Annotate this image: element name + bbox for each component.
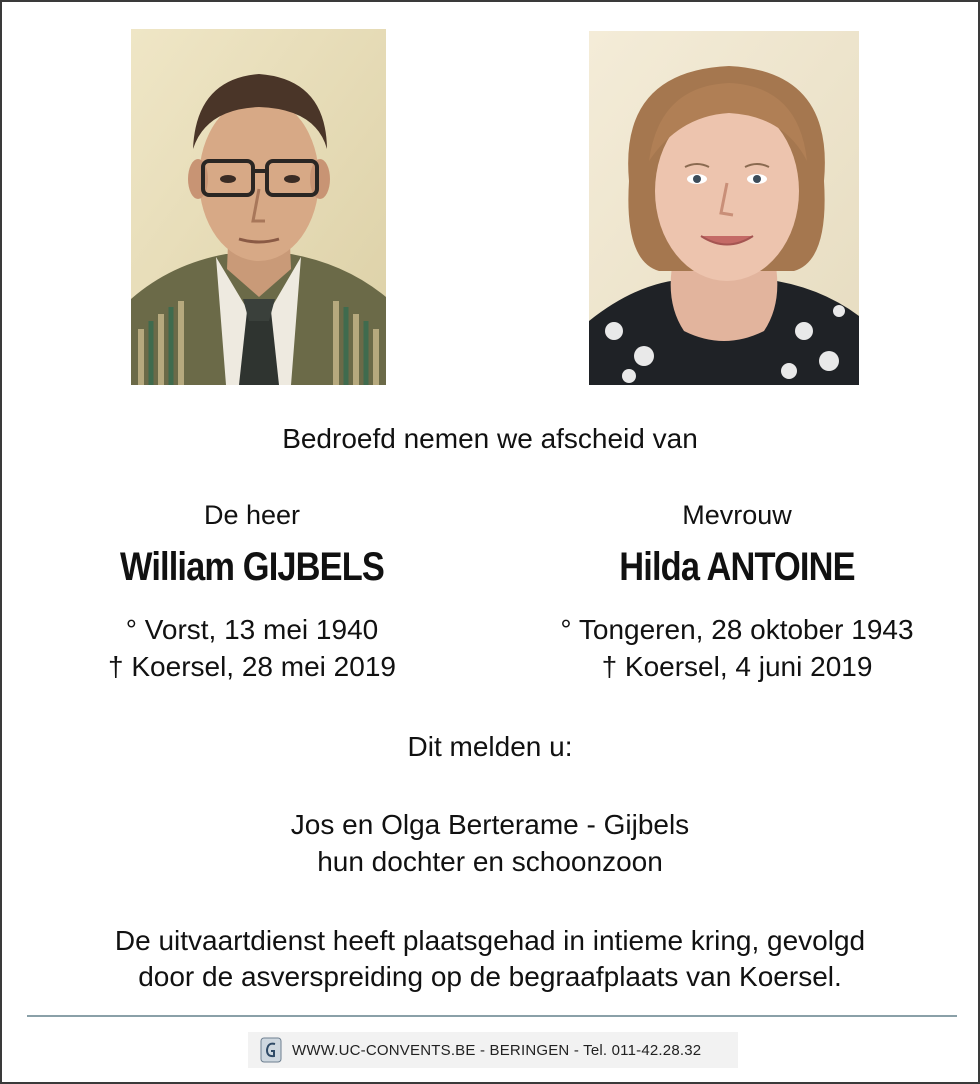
left-died: † Koersel, 28 mei 2019 — [108, 651, 396, 682]
right-died: † Koersel, 4 juni 2019 — [601, 651, 873, 682]
right-name-wrap — [517, 544, 957, 590]
portrait-photo-william — [131, 29, 386, 385]
right-title: Mevrouw — [682, 500, 792, 530]
right-person-block — [517, 499, 957, 531]
portrait-man-image — [131, 29, 386, 385]
family-line-2: hun dochter en schoonzoon — [317, 846, 663, 877]
left-title: De heer — [203, 500, 301, 530]
announced-by-text: Dit melden u: — [407, 731, 573, 762]
right-name: Hilda ANTOINE — [619, 545, 855, 589]
right-dates — [517, 611, 957, 685]
footer-text: WWW.UC-CONVENTS.BE - BERINGEN - Tel. 011-42.28.32 — [292, 1041, 702, 1059]
left-name-wrap — [42, 544, 462, 590]
service-line-1: De uitvaartdienst heeft plaatsgehad in intieme kring, gevolgd — [114, 925, 866, 956]
uc-convents-logo-icon — [260, 1037, 282, 1063]
family-line-1: Jos en Olga Berterame - Gijbels — [290, 809, 690, 840]
funeral-home-footer — [248, 1032, 738, 1068]
service-line-2: door de asverspreiding op de begraafplaats van Koersel. — [138, 961, 842, 992]
intro-text: Bedroefd nemen we afscheid van — [282, 423, 698, 454]
left-born: ° Vorst, 13 mei 1940 — [125, 614, 379, 645]
right-born: ° Tongeren, 28 oktober 1943 — [560, 614, 914, 645]
divider-rule — [27, 1015, 957, 1017]
left-name: William GIJBELS — [120, 545, 384, 589]
portrait-woman-image — [589, 31, 859, 385]
left-person-block — [42, 499, 462, 531]
left-dates — [42, 611, 462, 685]
portrait-photo-hilda — [589, 31, 859, 385]
